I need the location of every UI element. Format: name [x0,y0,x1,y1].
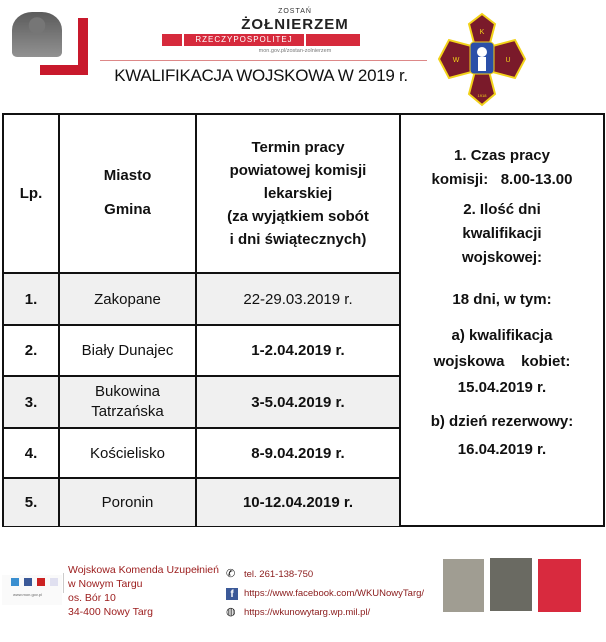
row-termin: 3-5.04.2019 r. [251,393,345,411]
address-block [68,563,219,619]
twitter-icon[interactable] [11,578,19,586]
address-line: Wojskowa Komenda Uzupełnień [68,564,219,576]
info-ilosc-2: kwalifikacji [462,225,542,242]
youtube-icon[interactable] [37,578,45,586]
header-miasto: Miasto [103,167,152,184]
emblem-letter-w: W [452,57,460,64]
row-termin: 22-29.03.2019 r. [243,290,353,308]
emblem-year: 1918 [477,93,487,98]
contact-block [226,565,424,622]
mon-url[interactable]: www.mon.gov.pl [13,592,42,597]
logo-zostan: ZOSTAŃ [278,8,312,15]
divider [100,60,427,61]
header-termin-line: Termin pracy [251,138,345,156]
phone-number[interactable]: tel. 261-138-750 [244,569,314,580]
swatch-grey-dark [490,558,532,611]
header-lp: Lp. [19,184,43,202]
swatch-grey-light [443,559,484,612]
info-ilosc-3: wojskowej: [461,249,543,266]
row-termin: 1-2.04.2019 r. [251,342,345,359]
info-dni: 18 dni, w tym: [452,291,552,308]
address-line: 34-400 Nowy Targ [68,606,154,618]
info-b2: 16.04.2019 r. [457,441,547,458]
facebook-link[interactable]: https://www.facebook.com/WKUNowyTarg/ [244,588,425,599]
swatch-red [538,559,581,612]
mon-social-block [2,575,62,605]
info-a2: wojskowa kobiet: [433,353,571,370]
row-miasto: Zakopane [94,290,161,308]
logo-url: mon.gov.pl/zostan-zolnierzem [258,48,332,54]
globe-icon: ◍ [226,606,236,618]
info-a1: a) kwalifikacja [451,327,553,344]
row-termin: 10-12.04.2019 r. [242,493,354,511]
row-miasto: Biały Dunajec [81,342,174,359]
logo-rzeczypospolitej: RZECZYPOSPOLITEJ [182,34,306,46]
flickr-icon[interactable] [50,578,58,586]
info-panel [401,114,603,525]
info-czas-2: komisji: 8.00-13.00 [431,171,573,188]
row-miasto: Poronin [101,493,154,511]
info-b1: b) dzień rezerwowy: [430,413,574,430]
facebook-icon[interactable] [24,578,32,586]
row-miasto: Bukowina Tatrzańska [91,383,164,420]
info-a3: 15.04.2019 r. [457,379,547,396]
row-lp: 5. [24,493,38,511]
row-lp: 1. [24,290,38,308]
row-termin: 8-9.04.2019 r. [251,444,345,462]
header-termin-line: powiatowej komisji [229,161,367,179]
emblem-letter-u: U [505,57,511,64]
header-termin-line: lekarskiej [263,184,333,202]
header-termin [197,114,399,272]
info-ilosc-1: 2. Ilość dni [463,201,541,218]
phone-icon: ✆ [226,568,236,580]
header-termin-line: i dni świątecznych) [229,230,367,248]
row-lp: 4. [24,444,38,462]
logo-zolnierzem: ŻOŁNIERZEM [241,16,349,33]
page-title: KWALIFIKACJA WOJSKOWA W 2019 r. [114,66,408,85]
facebook-icon: f [226,588,238,600]
row-lp: 3. [24,393,38,411]
header-miasto-gmina [60,114,195,272]
header-gmina: Gmina [104,201,151,218]
emblem-letter-k: K [479,29,485,36]
address-line: os. Bór 10 [68,592,116,604]
address-line: w Nowym Targu [68,578,143,590]
website-link[interactable]: https://wkunowytarg.wp.mil.pl/ [244,607,371,618]
wku-emblem-icon [437,12,527,107]
row-lp: 2. [24,342,38,359]
header-termin-line: (za wyjątkiem sobót [227,207,369,225]
info-czas-1: 1. Czas pracy [454,147,550,164]
divider [63,573,64,593]
row-miasto: Kościelisko [89,444,166,462]
red-corner-logo [40,18,88,75]
